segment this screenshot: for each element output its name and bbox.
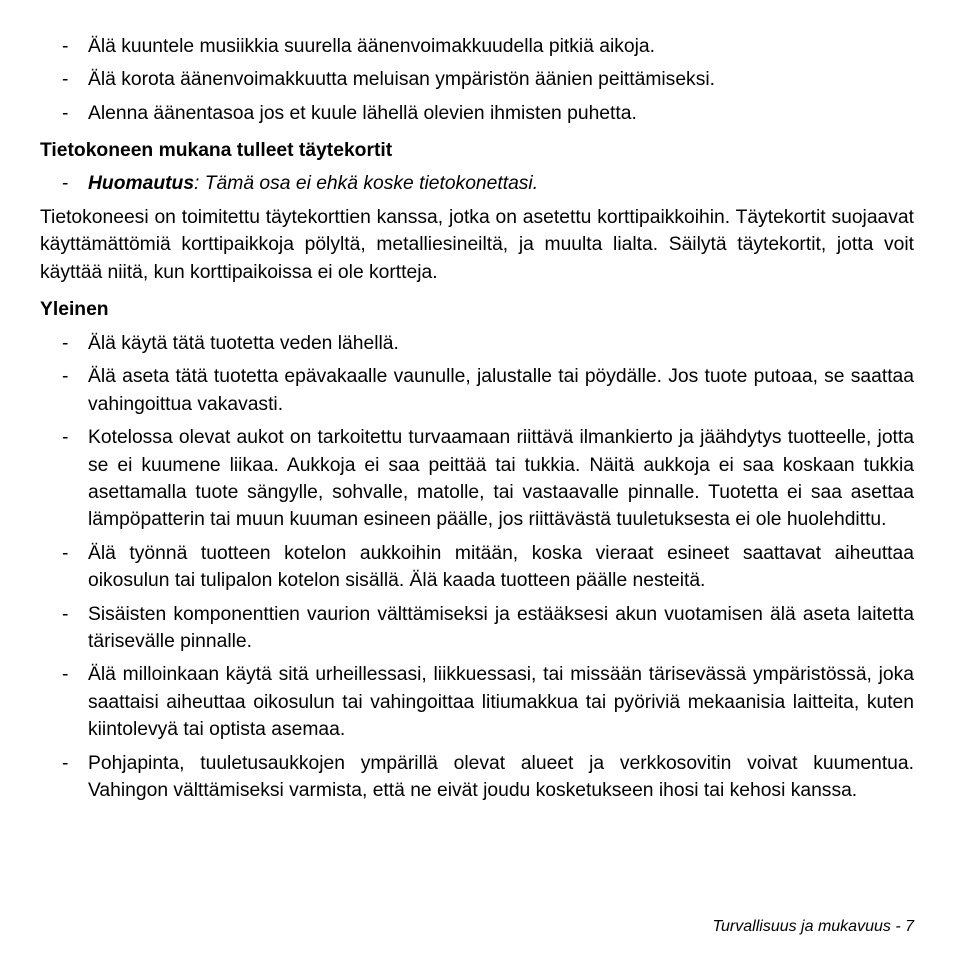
bullet-dash: - bbox=[62, 542, 69, 564]
list-item-text: Älä käytä tätä tuotetta veden lähellä. bbox=[88, 333, 399, 354]
bullet-dash: - bbox=[62, 664, 69, 686]
filler-cards-paragraph: Tietokoneesi on toimitettu täytekorttien kanssa, jotka on asetettu korttipaikkoihin. Täytekortit suojaavat käyttämättömiä korttipaikkoja pölyltä, metalliesineiltä, ja muulta lialta. Säilytä täytekortit, jotta voit käyttää niitä, kun korttipaikoissa ei ole kortteja. bbox=[40, 207, 914, 283]
bullet-dash: - bbox=[62, 752, 69, 774]
page-footer: Turvallisuus ja mukavuus - 7 bbox=[712, 918, 914, 935]
list-item-text: Älä korota äänenvoimakkuutta meluisan ympäristön äänien peittämiseksi. bbox=[88, 69, 715, 91]
bullet-dash: - bbox=[62, 333, 69, 354]
general-bullet-list bbox=[40, 330, 914, 805]
list-item bbox=[40, 330, 914, 357]
note-list bbox=[40, 170, 914, 197]
section-heading-filler-cards: Tietokoneen mukana tulleet täytekortit bbox=[40, 140, 393, 161]
list-item-text: Älä aseta tätä tuotetta epävakaalle vaunulle, jalustalle tai pöydälle. Jos tuote putoaa, se saattaa vahingoittua vakavasti. bbox=[88, 366, 914, 415]
list-item-text: Kotelossa olevat aukot on tarkoitettu turvaamaan riittävä ilmankierto ja jäähdytys tuotteelle, jotta se ei kuumene liikaa. Aukkoja ei saa peittää tai tukkia. Näitä aukkoja ei saa koskaan tukkia asettamalla tuote sängylle, sohvalle, matolle, tai vastaavalle pinnalle. Tuotetta ei saa asettaa lämpöpatterin tai muun kuuman esineen päälle, jos riittävästä tuuletuksesta ei ole huolehdittu. bbox=[88, 427, 914, 531]
list-item bbox=[40, 66, 914, 93]
list-item bbox=[40, 33, 914, 60]
bullet-dash: - bbox=[62, 366, 69, 388]
list-item bbox=[40, 661, 914, 743]
list-item-text: Älä työnnä tuotteen kotelon aukkoihin mitään, koska vieraat esineet saattavat aiheuttaa oikosulun tai tulipalon kotelon sisällä. Älä kaada tuotteen päälle nesteitä. bbox=[88, 542, 914, 592]
note-term: Huomautus bbox=[88, 173, 195, 194]
top-bullet-list bbox=[40, 33, 914, 127]
list-item-text: Sisäisten komponenttien vaurion välttämiseksi ja estääksesi akun vuotamisen älä aseta laitetta tärisevälle pinnalle. bbox=[88, 603, 914, 653]
bullet-dash: - bbox=[62, 427, 69, 449]
list-item-text: Alenna äänentasoa jos et kuule lähellä olevien ihmisten puhetta. bbox=[88, 102, 637, 124]
list-item bbox=[40, 363, 914, 418]
section-heading-general: Yleinen bbox=[40, 299, 109, 320]
bullet-dash: - bbox=[62, 69, 69, 91]
note-text: : Tämä osa ei ehkä koske tietokonettasi. bbox=[194, 173, 539, 194]
note-item bbox=[40, 170, 914, 197]
list-item-text: Pohjapinta, tuuletusaukkojen ympärillä olevat alueet ja verkkosovitin voivat kuumentua. Vahingon välttämiseksi varmista, että ne eivät joudu kosketukseen ihosi tai kehosi kanssa. bbox=[88, 752, 914, 802]
list-item bbox=[40, 540, 914, 595]
list-item bbox=[40, 601, 914, 656]
list-item bbox=[40, 100, 914, 127]
bullet-dash: - bbox=[62, 173, 69, 194]
list-item-text: Älä kuuntele musiikkia suurella äänenvoimakkuudella pitkiä aikoja. bbox=[88, 36, 655, 57]
bullet-dash: - bbox=[62, 603, 69, 625]
list-item bbox=[40, 750, 914, 805]
bullet-dash: - bbox=[62, 102, 69, 124]
list-item-text: Älä milloinkaan käytä sitä urheillessasi, liikkuessasi, tai missään tärisevässä ympäristössä, joka saattaisi aiheuttaa oikosulun tai vahingoittaa litiumakkua tai pyöriviä mekaanisia laitteita, kuten kiintolevyä tai optista asemaa. bbox=[88, 664, 914, 741]
list-item bbox=[40, 424, 914, 534]
bullet-dash: - bbox=[62, 36, 69, 57]
